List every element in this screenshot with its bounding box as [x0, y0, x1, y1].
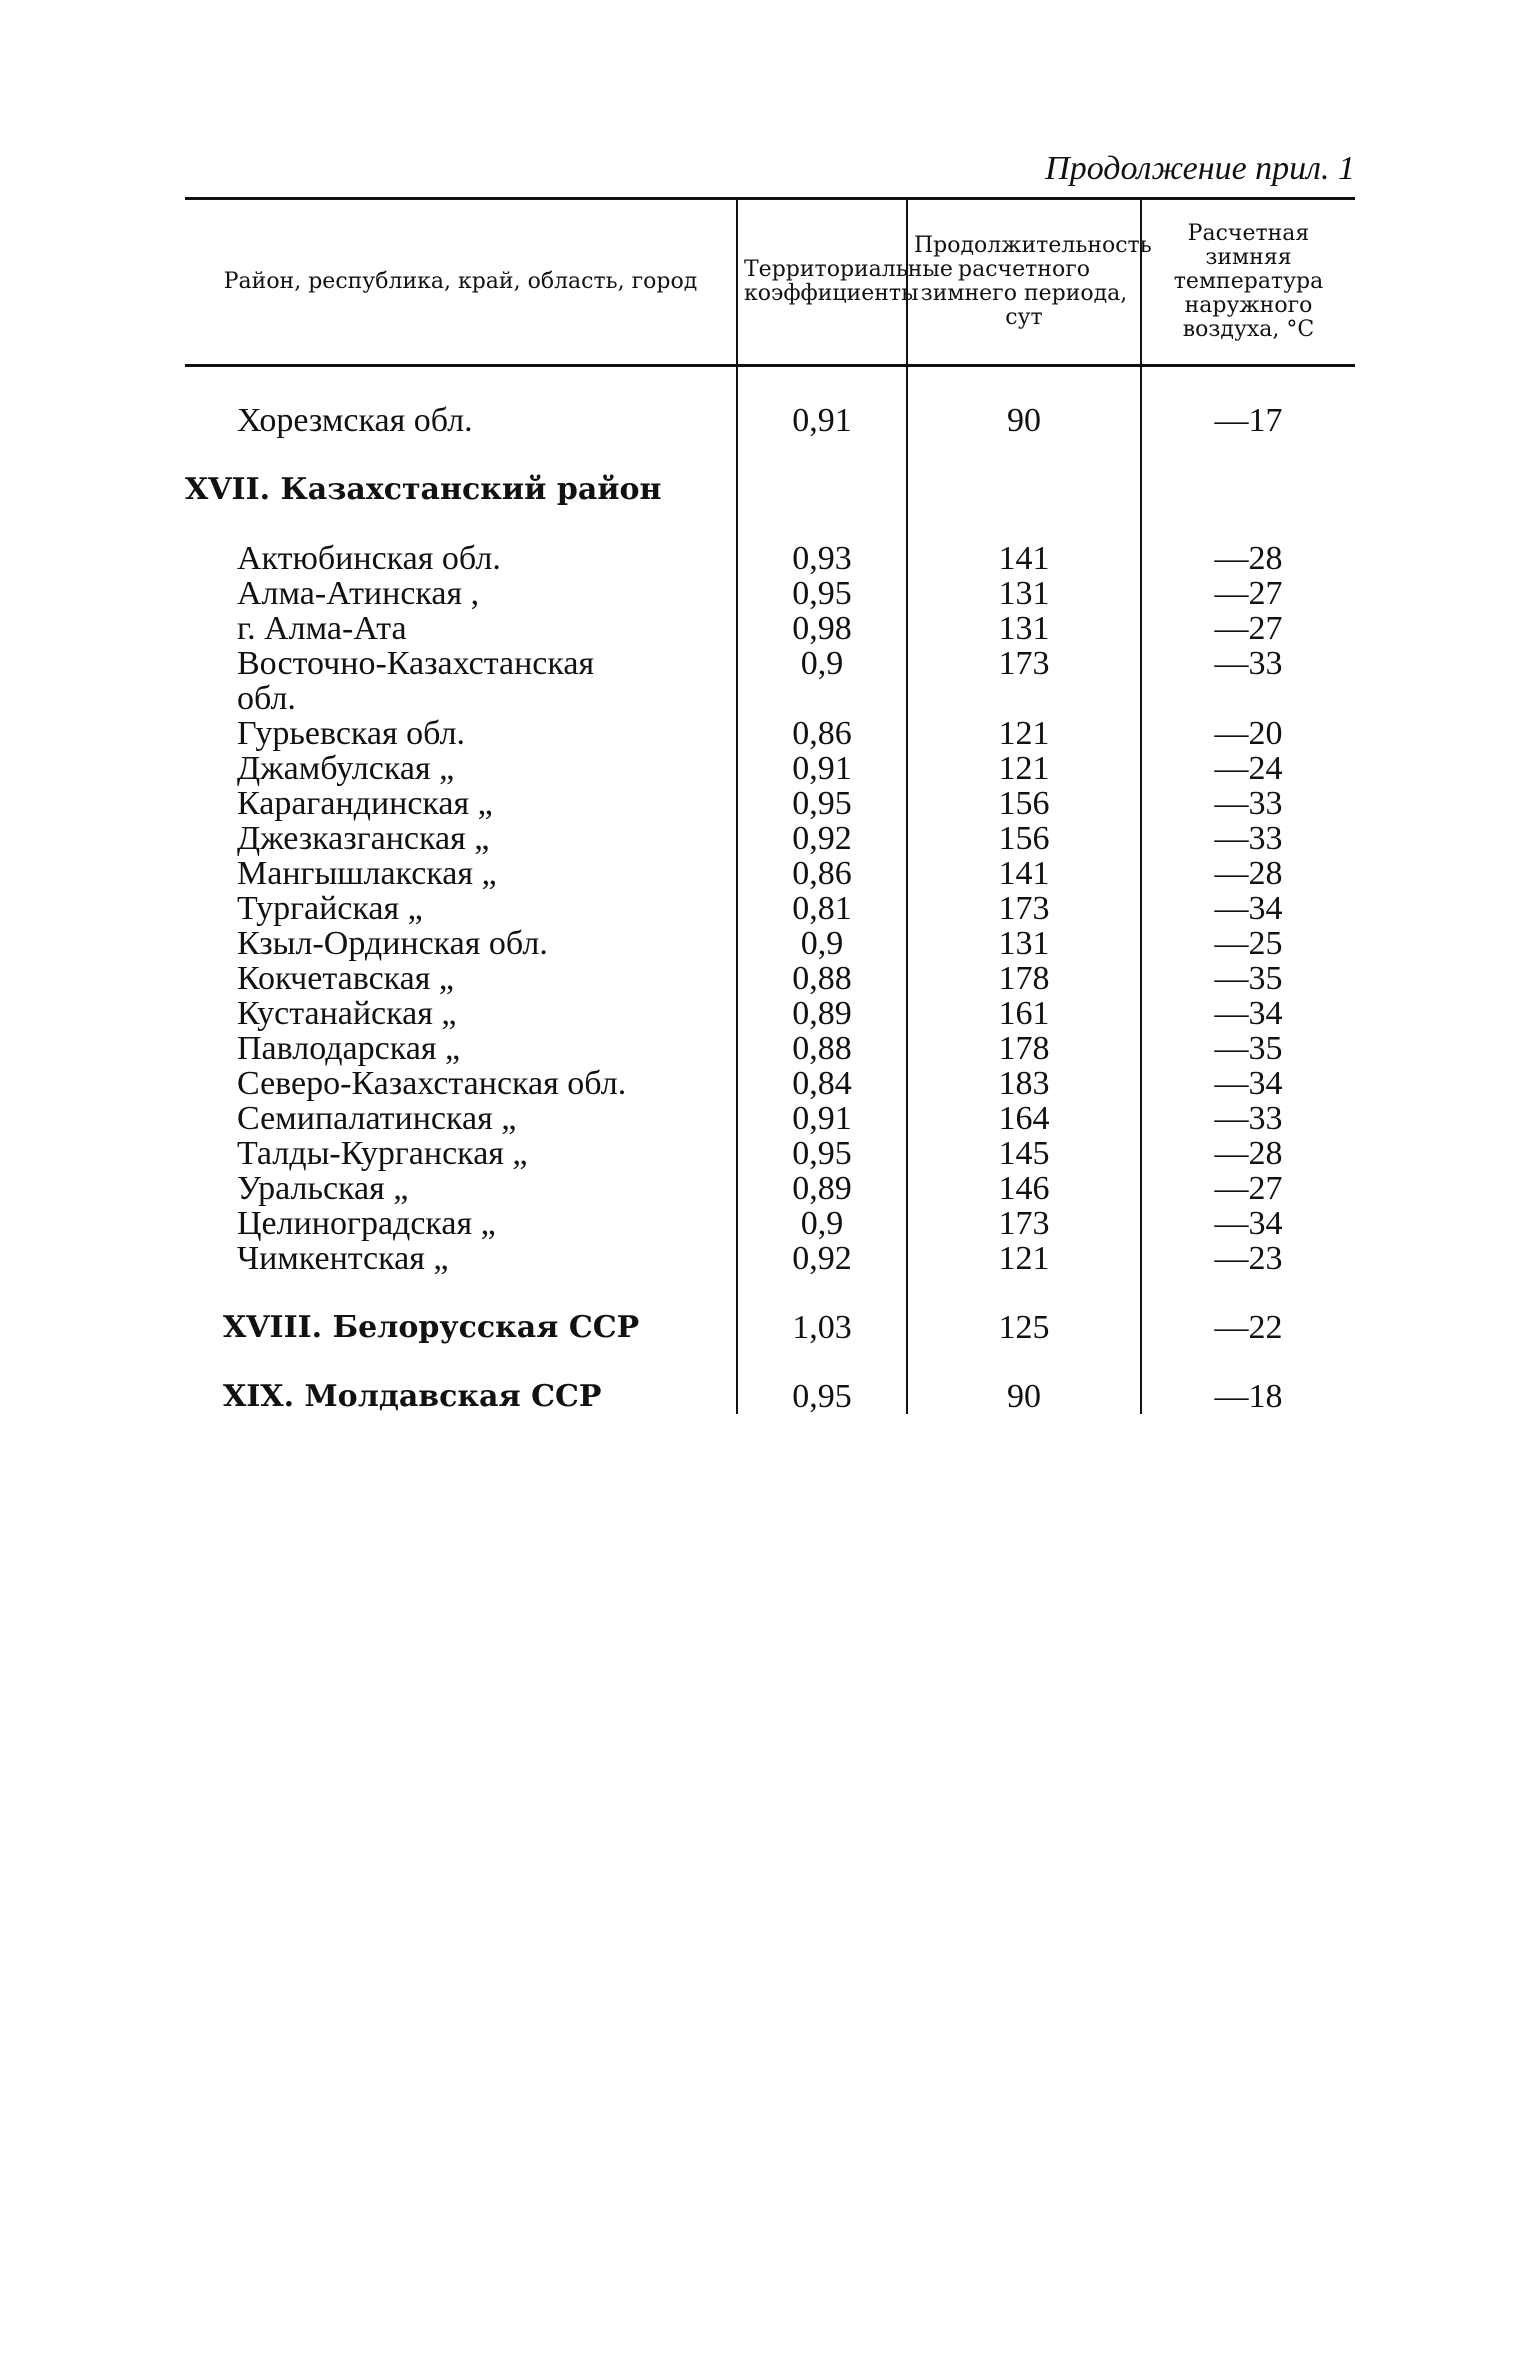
cell-winter-days: 183 — [907, 1066, 1141, 1101]
cell-coefficient: 0,86 — [737, 716, 907, 751]
cell-winter-days: 141 — [907, 856, 1141, 891]
cell-winter-temperature: —28 — [1141, 1136, 1355, 1171]
cell-winter-days: 131 — [907, 926, 1141, 961]
cell-region-name: Мангышлакская „ — [237, 855, 497, 892]
table-row — [185, 716, 1355, 751]
table-row — [185, 891, 1355, 926]
table-body — [185, 366, 1355, 1415]
cell-region-name: Алма-Атинская , — [237, 575, 480, 612]
table-row — [185, 751, 1355, 786]
cell-winter-days: 141 — [907, 541, 1141, 576]
cell-winter-days: 178 — [907, 1031, 1141, 1066]
cell-region-name: Целиноградская „ — [237, 1205, 496, 1242]
table-row — [185, 1101, 1355, 1136]
table-row — [185, 681, 1355, 716]
table-row — [185, 541, 1355, 576]
cell-winter-temperature: —35 — [1141, 1031, 1355, 1066]
cell-region-name: Талды-Курганская „ — [237, 1135, 528, 1172]
table-row — [185, 576, 1355, 611]
cell-winter-days: 156 — [907, 821, 1141, 856]
cell-coefficient: 1,03 — [737, 1310, 907, 1379]
table-row — [185, 1241, 1355, 1310]
header-winter-temperature: Расчетная зимняя температура наружного воздуха, °С — [1141, 199, 1355, 366]
cell-winter-days: 90 — [907, 1379, 1141, 1414]
cell-winter-temperature: —34 — [1141, 1066, 1355, 1101]
cell-coefficient: 0,89 — [737, 996, 907, 1031]
cell-region-name: Актюбинская обл. — [237, 540, 501, 577]
table-row — [185, 1066, 1355, 1101]
cell-region-name: Кзыл-Ординская обл. — [237, 925, 548, 962]
cell-coefficient: 0,95 — [737, 1136, 907, 1171]
table-row — [185, 611, 1355, 646]
cell-coefficient: 0,91 — [737, 403, 907, 472]
cell-region-name: Джезказганская „ — [237, 820, 490, 857]
cell-coefficient: 0,9 — [737, 646, 907, 681]
table-row — [185, 403, 1355, 472]
cell-winter-temperature — [1141, 472, 1355, 541]
cell-coefficient: 0,98 — [737, 611, 907, 646]
cell-winter-days: 125 — [907, 1310, 1141, 1379]
cell-winter-days: 164 — [907, 1101, 1141, 1136]
cell-winter-temperature: —20 — [1141, 716, 1355, 751]
cell-winter-days: 131 — [907, 576, 1141, 611]
cell-coefficient: 0,95 — [737, 576, 907, 611]
section-row — [185, 1310, 1355, 1379]
continuation-note: Продолжение прил. 1 — [1045, 150, 1355, 187]
cell-region-name: Восточно-Казахстанская — [237, 645, 595, 682]
cell-winter-temperature — [1141, 681, 1355, 716]
section-row — [185, 472, 1355, 541]
cell-winter-temperature: —34 — [1141, 891, 1355, 926]
cell-winter-temperature: —28 — [1141, 541, 1355, 576]
cell-winter-days — [907, 472, 1141, 541]
cell-region-name: Кокчетавская „ — [237, 960, 454, 997]
cell-winter-days: 161 — [907, 996, 1141, 1031]
table-row — [185, 646, 1355, 681]
cell-coefficient: 0,95 — [737, 786, 907, 821]
table-spacer — [185, 366, 1355, 404]
table-row — [185, 926, 1355, 961]
cell-winter-days: 121 — [907, 716, 1141, 751]
cell-coefficient: 0,92 — [737, 1241, 907, 1310]
table-row — [185, 1206, 1355, 1241]
cell-region-name: Гурьевская обл. — [237, 715, 466, 752]
cell-coefficient: 0,9 — [737, 1206, 907, 1241]
header-region: Район, республика, край, область, город — [185, 199, 737, 366]
regional-coefficients-table — [185, 197, 1355, 1414]
cell-winter-temperature: —27 — [1141, 576, 1355, 611]
cell-coefficient: 0,86 — [737, 856, 907, 891]
cell-region-name: Чимкентская „ — [237, 1240, 449, 1277]
cell-winter-days: 90 — [907, 403, 1141, 472]
cell-winter-days: 146 — [907, 1171, 1141, 1206]
cell-region-name: Северо-Казахстанская обл. — [237, 1065, 627, 1102]
cell-winter-temperature: —33 — [1141, 646, 1355, 681]
cell-winter-days: 156 — [907, 786, 1141, 821]
table-row — [185, 1171, 1355, 1206]
table-row — [185, 1031, 1355, 1066]
cell-region-name: Кустанайская „ — [237, 995, 457, 1032]
cell-coefficient: 0,91 — [737, 1101, 907, 1136]
cell-winter-temperature: —18 — [1141, 1379, 1355, 1414]
cell-winter-temperature: —28 — [1141, 856, 1355, 891]
cell-region-name: Хорезмская обл. — [237, 402, 473, 439]
cell-winter-temperature: —33 — [1141, 821, 1355, 856]
cell-region-name: Павлодарская „ — [237, 1030, 461, 1067]
cell-coefficient: 0,9 — [737, 926, 907, 961]
cell-coefficient: 0,88 — [737, 961, 907, 996]
table-row — [185, 821, 1355, 856]
cell-winter-temperature: —17 — [1141, 403, 1355, 472]
table-row — [185, 961, 1355, 996]
cell-region-name: Уральская „ — [237, 1170, 409, 1207]
cell-region-name: XVIII. Белорусская ССР — [223, 1310, 640, 1345]
cell-winter-temperature: —24 — [1141, 751, 1355, 786]
cell-coefficient: 0,81 — [737, 891, 907, 926]
cell-coefficient: 0,84 — [737, 1066, 907, 1101]
table-header-row — [185, 199, 1355, 366]
cell-winter-days: 121 — [907, 751, 1141, 786]
cell-winter-days: 173 — [907, 1206, 1141, 1241]
cell-coefficient — [737, 472, 907, 541]
cell-coefficient: 0,93 — [737, 541, 907, 576]
cell-coefficient: 0,89 — [737, 1171, 907, 1206]
cell-coefficient — [737, 681, 907, 716]
table-row — [185, 1136, 1355, 1171]
cell-winter-days: 173 — [907, 646, 1141, 681]
cell-winter-temperature: —35 — [1141, 961, 1355, 996]
table-row — [185, 786, 1355, 821]
cell-winter-temperature: —27 — [1141, 1171, 1355, 1206]
cell-region-name: Джамбулская „ — [237, 750, 455, 787]
cell-winter-temperature: —25 — [1141, 926, 1355, 961]
cell-winter-days: 131 — [907, 611, 1141, 646]
cell-region-name: Тургайская „ — [237, 890, 423, 927]
cell-region-name: г. Алма-Ата — [237, 610, 407, 647]
header-coefficients: Территориальные коэффициенты — [737, 199, 907, 366]
cell-region-name: XIX. Молдавская ССР — [223, 1379, 602, 1414]
cell-winter-temperature: —34 — [1141, 996, 1355, 1031]
cell-winter-days: 173 — [907, 891, 1141, 926]
cell-coefficient: 0,88 — [737, 1031, 907, 1066]
cell-coefficient: 0,92 — [737, 821, 907, 856]
cell-coefficient: 0,95 — [737, 1379, 907, 1414]
cell-winter-days: 178 — [907, 961, 1141, 996]
cell-coefficient: 0,91 — [737, 751, 907, 786]
cell-winter-temperature: —22 — [1141, 1310, 1355, 1379]
cell-winter-days: 145 — [907, 1136, 1141, 1171]
cell-region-name: Карагандинская „ — [237, 785, 493, 822]
cell-region-name: обл. — [237, 680, 296, 717]
cell-winter-temperature: —33 — [1141, 786, 1355, 821]
cell-winter-temperature: —34 — [1141, 1206, 1355, 1241]
cell-region-name: XVII. Казахстанский район — [185, 472, 662, 507]
cell-winter-days — [907, 681, 1141, 716]
table-row — [185, 856, 1355, 891]
cell-winter-days: 121 — [907, 1241, 1141, 1310]
section-row — [185, 1379, 1355, 1414]
header-winter-duration: Продолжительность расчетного зимнего периода, сут — [907, 199, 1141, 366]
cell-winter-temperature: —33 — [1141, 1101, 1355, 1136]
cell-winter-temperature: —23 — [1141, 1241, 1355, 1310]
cell-winter-temperature: —27 — [1141, 611, 1355, 646]
cell-region-name: Семипалатинская „ — [237, 1100, 517, 1137]
table-row — [185, 996, 1355, 1031]
